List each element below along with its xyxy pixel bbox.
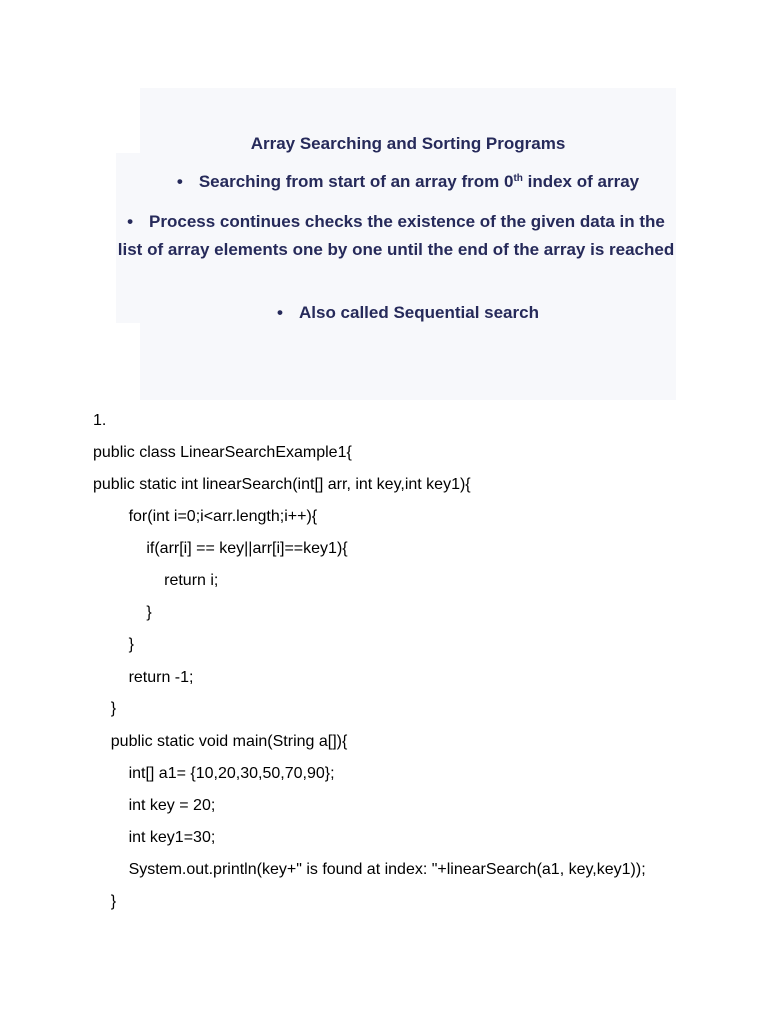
code-line: if(arr[i] == key||arr[i]==key1){ — [93, 540, 348, 557]
bullet-1-superscript: th — [513, 173, 523, 184]
bullet-3-text: Also called Sequential search — [298, 303, 539, 322]
code-line: 1. — [93, 412, 107, 429]
code-line: return i; — [93, 572, 219, 589]
code-line: int key = 20; — [93, 797, 216, 814]
code-line: } — [93, 636, 134, 653]
code-line: int[] a1= {10,20,30,50,70,90}; — [93, 765, 335, 782]
code-line: System.out.println(key+" is found at index: "+linearSearch(a1, key,key1)); — [93, 861, 646, 878]
bullet-icon: • — [277, 303, 283, 322]
slide-bullet-2 — [116, 208, 676, 263]
code-line: public class LinearSearchExample1{ — [93, 444, 352, 461]
code-line: public static int linearSearch(int[] arr, int key,int key1){ — [93, 476, 471, 493]
code-line: } — [93, 700, 117, 717]
slide-title: Array Searching and Sorting Programs — [250, 134, 566, 153]
bullet-2-text: Process continues checks the existence of the given data in the list of array elements one by one until the end of the array is reached — [117, 212, 675, 259]
bullet-icon: • — [127, 212, 134, 231]
code-line: return -1; — [93, 669, 194, 686]
slide-bullet-3 — [140, 302, 676, 324]
code-line: } — [93, 604, 152, 621]
code-line: for(int i=0;i<arr.length;i++){ — [93, 508, 318, 525]
bullet-1-text-end: index of array — [522, 172, 640, 191]
code-line: public static void main(String a[]){ — [93, 733, 348, 750]
slide-bullet-1 — [140, 171, 676, 193]
bullet-icon: • — [176, 172, 183, 191]
bullet-1-text: Searching from start of an array from 0 — [198, 172, 514, 191]
code-line: } — [93, 893, 117, 910]
code-line: int key1=30; — [93, 829, 216, 846]
